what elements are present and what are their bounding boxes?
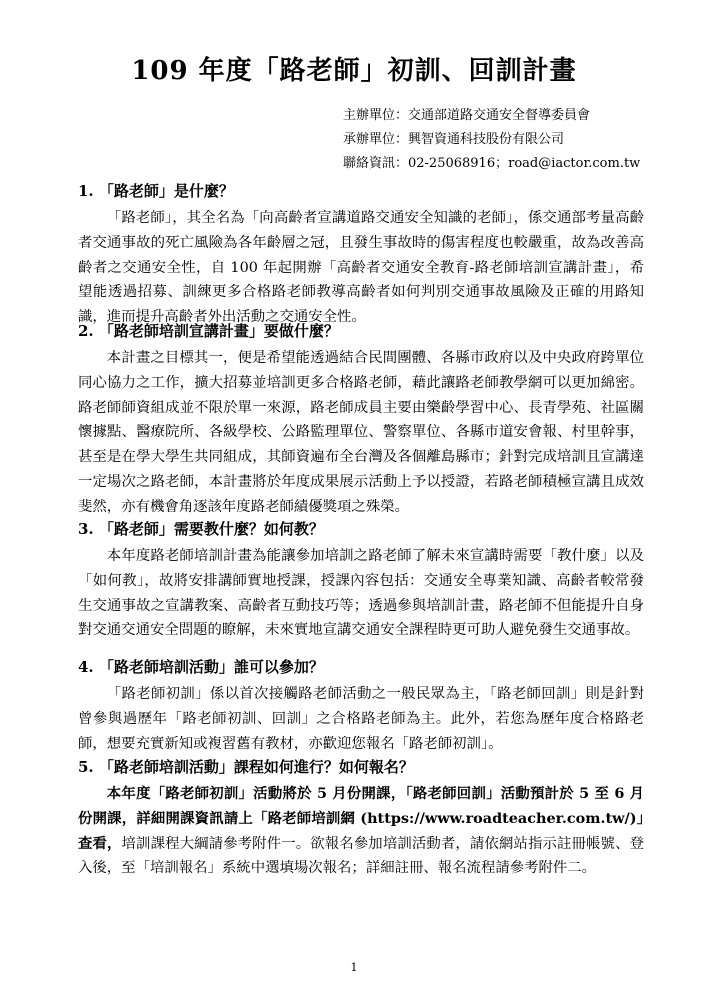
contact-info-line: 聯絡資訊：02-25068916；road@iactor.com.tw [343,156,641,171]
registration-details: 培訓課程大綱請參考附件一。欲報名參加培訓活動者，請依網站指示註冊帳號、登入後，至「培訓報名」系統中選填場次報名；詳細註冊、報名流程請參考附件二。 [78,835,644,877]
registration-highlight: 本年度「路老師初訓」活動將於 5 月份開課，「路老師回訓」活動預計於 5 至 6 月份開課，詳細開課資訊請上「路老師培訓網 (https://www.roadteacher.com.tw/)」查看， [78,785,644,852]
host-unit-line: 主辦單位：交通部道路交通安全督導委員會 [343,108,591,123]
page-number: 1 [350,961,358,974]
section-heading: 2. 「路老師培訓宣講計畫」要做什麼？ [78,322,339,340]
contractor-line: 承辦單位：興智資通科技股份有限公司 [343,132,565,147]
section-paragraph: 本計畫之目標其一，便是希望能透過結合民間團體、各縣市政府以及中央政府跨單位同心協力之工作，擴大招募並培訓更多合格路老師，藉此讓路老師教學網可以更加綿密。路老師師資組成並不限於單一來源，路老師成員主要由樂齡學習中心、長青學苑、社區關懷據點、醫療院所、各級學校、公路監理單位、警察單位、各縣市道安會報、村里幹事，甚至是在學大學生共同組成，其師資遍布全台灣及各個離島縣市；針對完成培訓且宣講達一定場次之路老師，本計畫將於年度成果展示活動上予以授證，若路老師積極宣講且成效斐然，亦有機會角逐該年度路老師績優獎項之殊榮。 [78,350,644,515]
section-5 [78,756,644,881]
section-3 [78,518,644,643]
section-paragraph: 「路老師初訓」係以首次接觸路老師活動之一般民眾為主，「路老師回訓」則是針對曾參與過歷年「路老師初訓、回訓」之合格路老師為主。此外，若您為歷年度合格路老師，想要充實新知或複習舊有教材，亦歡迎您報名「路老師初訓」。 [78,686,644,752]
section-4 [78,656,644,756]
section-2 [78,320,644,520]
section-heading: 5. 「路老師培訓活動」課程如何進行？如何報名？ [78,758,414,776]
organizer-info [343,104,640,176]
section-heading: 1. 「路老師」是什麼？ [78,182,234,200]
section-paragraph: 本年度路老師培訓計畫為能讓參加培訓之路老師了解未來宣講時需要「教什麼」以及「如何教」，故將安排講師實地授課，授課內容包括：交通安全專業知識、高齡者較常發生交通事故之宣講教案、高齡者互動技巧等；透過參與培訓計畫，路老師不但能提升自身對交通交通安全問題的瞭解，未來實地宣講交通安全課程時更可助人避免發生交通事故。 [78,548,644,639]
section-heading: 3. 「路老師」需要教什麼？如何教？ [78,520,324,538]
section-heading: 4. 「路老師培訓活動」誰可以參加？ [78,658,324,676]
section-paragraph: 「路老師」，其全名為「向高齡者宣講道路交通安全知識的老師」，係交通部考量高齡者交通事故的死亡風險為各年齡層之冠，且發生事故時的傷害程度也較嚴重，故為改善高齡者之交通安全性，自 100 年起開辦「高齡者交通安全教育-路老師培訓宣講計畫」，希望能透過招募、訓練更多合格路老師教導高齡者如何判別交通事故風險及正確的用路知識，進而提升高齡者外出活動之交通安全性。 [78,210,644,326]
section-paragraph [78,782,644,881]
section-1 [78,180,644,330]
document-title: 109 年度「路老師」初訓、回訓計畫 [131,56,577,86]
